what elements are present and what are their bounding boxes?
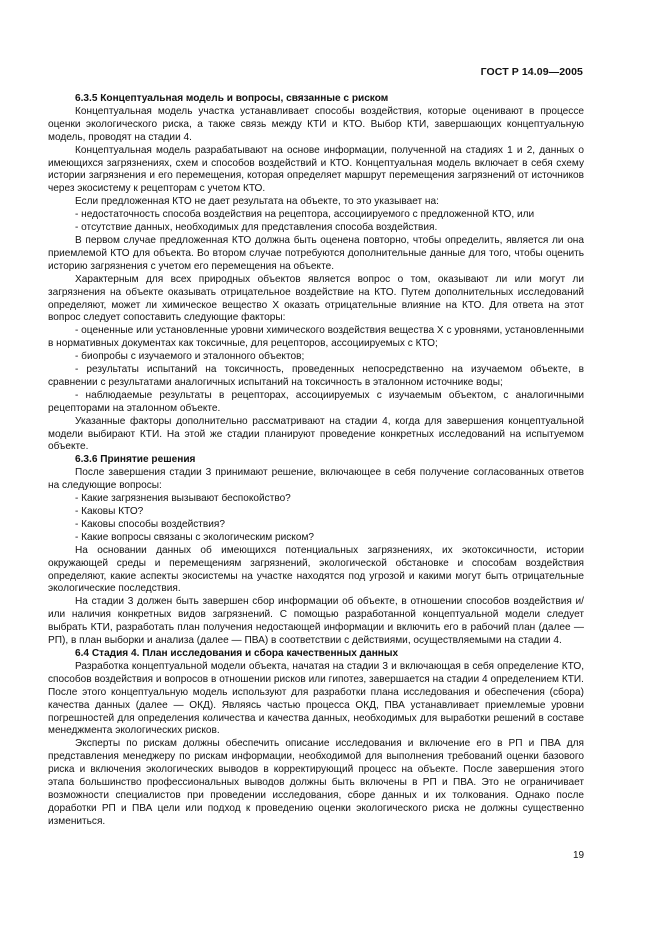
document-header: ГОСТ Р 14.09—2005 (480, 66, 583, 78)
paragraph: - биопробы с изучаемого и эталонного объектов; (75, 351, 305, 363)
paragraph: - оцененные или установленные уровни химического воздействия вещества X с уровнями, установленными в нормативных документах как токсичные, для рецепторов, ассоциируемых с КТО; (48, 325, 584, 350)
page-number: 19 (573, 850, 585, 861)
paragraph: - Какие загрязнения вызывают беспокойство? (75, 493, 291, 505)
paragraph: Характерным для всех природных объектов является вопрос о том, оказывают ли или могут ли загрязнения на объекте оказывать отрицательное воздействие на КТО. Путем дополнительных исследований определяют, может ли химическое вещество X оказать отрицательные влияние на КТО. Для ответа на этот вопрос следует сопоставить следующие факторы: (48, 273, 584, 324)
section-heading: 6.3.5 Концептуальная модель и вопросы, связанные с риском (75, 93, 389, 104)
paragraph: Если предложенная КТО не дает результата на объекте, то это указывает на: (75, 196, 439, 208)
section-heading: 6.4 Стадия 4. План исследования и сбора качественных данных (75, 647, 399, 659)
paragraph: На основании данных об имеющихся потенциальных загрязнениях, их экотоксичности, истории окружающей среды и перемещениям загрязнений, экологической обстановке и способам воздействия определяют, какие аспекты экосистемы на участке находятся под угрозой и какими могут быть отрицательные экологические последствия. (48, 544, 584, 595)
paragraph: После завершения стадии 3 принимают решение, включающее в себя получение согласованных ответов на следующие вопросы: (48, 467, 584, 492)
document-body (48, 93, 584, 829)
paragraph: В первом случае предложенная КТО должна быть оценена повторно, чтобы определить, является ли она приемлемой КТО для объекта. Во втором случае потребуются дополнительные данные для того, чтобы оценить историю загрязнения с учетом его перемещения на объекте. (48, 234, 584, 272)
paragraph: - Каковы способы воздействия? (75, 518, 226, 530)
paragraph: Эксперты по рискам должны обеспечить описание исследования и включение его в РП и ПВА для представления менеджеру по рискам информации, необходимой для выполнения требований оценки базового риска и включения экологических выводов в корректирующий процесс на объекте. После завершения этого этапа большинство профессиональных выводов должны быть включены в РП и ПВА. Это не ограничивает возможности специалистов при проведении исследования, сборе данных и их толкования. Однако после доработки РП и ПВА цели или подход к проведению оценки экологического риска не должны существенно измениться. (48, 738, 584, 827)
paragraph: Концептуальная модель разрабатывают на основе информации, полученной на стадиях 1 и 2, данных о имеющихся загрязнениях, схем и способов воздействий и КТО. Концептуальная модель включает в себя схему истории загрязнения и его перемещения, которая определяет маршрут перемещения загрязнений от источников через экосистему к рецепторам с учетом КТО. (48, 144, 584, 195)
paragraph: - Каковы КТО? (75, 506, 144, 517)
paragraph: - отсутствие данных, необходимых для представления способа воздействия. (75, 222, 438, 234)
paragraph: Разработка концептуальной модели объекта, начатая на стадии 3 и включающая в себя определение КТО, способов воздействия и вопросов в отношении рисков или гипотез, завершается на стадии 4 определением КТИ. После этого концептуальную модель используют для разработки плана исследования и обеспечения (сбора) качества данных (далее — ОКД). Являясь частью процесса ОКД, ПВА устанавливает приемлемые уровни погрешностей для определения количества и качества данных, необходимых для выработки решений в составе менеджмента экологических рисков. (48, 660, 584, 737)
paragraph: - результаты испытаний на токсичность, проведенных непосредственно на изучаемом объекте, в сравнении с результатами аналогичных испытаний на токсичность в эталонном источнике воды; (48, 364, 584, 388)
paragraph: - Какие вопросы связаны с экологическим риском? (75, 531, 315, 543)
paragraph: - недостаточность способа воздействия на рецептора, ассоциируемого с предложенной КТО, или (75, 209, 535, 221)
paragraph: На стадии 3 должен быть завершен сбор информации об объекте, в отношении способов воздействия и/или наличия конкретных видов загрязнений. С помощью разработанной концептуальной модели следует выбрать КТИ, разработать план получения недостающей информации и включить его в рабочий план (далее — РП), в план выборки и анализа (далее — ПВА) в соответствии с действиями, осуществляемыми на стадии 4. (48, 596, 584, 647)
section-heading: 6.3.6 Принятие решения (75, 454, 196, 466)
paragraph: - наблюдаемые результаты в рецепторах, ассоциируемых с изучаемым объектом, с аналогичными рецепторами на эталонном объекте. (48, 389, 584, 414)
paragraph: Указанные факторы дополнительно рассматривают на стадии 4, когда для завершения концептуальной модели выбирают КТИ. На этой же стадии планируют проведение конкретных исследований на испытуемом объекте. (48, 415, 584, 453)
paragraph: Концептуальная модель участка устанавливает способы воздействия, которые оценивают в процессе оценки экологического риска, а также связь между КТИ и КТО. Выбор КТИ, завершающих концептуальную модель, проводят на стадии 4. (48, 105, 584, 143)
